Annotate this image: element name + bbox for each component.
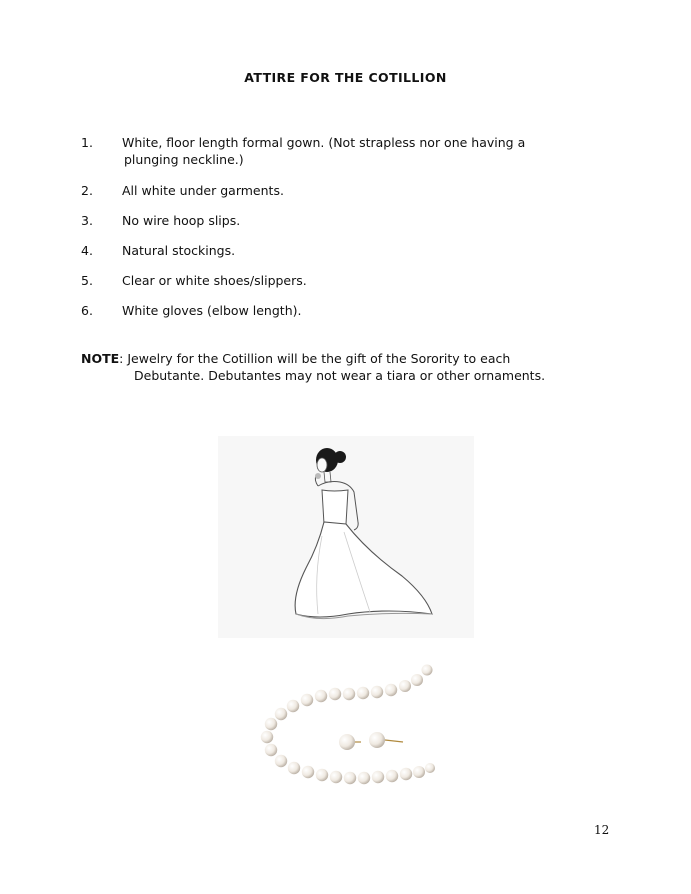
list-item-number: 4.	[81, 243, 93, 258]
list-item-text: Natural stockings.	[122, 243, 236, 258]
pearl-necklace-illustration	[255, 662, 435, 802]
list-item-number: 5.	[81, 273, 93, 288]
page-number: 12	[594, 823, 610, 837]
note-label: NOTE	[81, 351, 120, 366]
list-item	[81, 182, 601, 199]
attire-list	[81, 134, 601, 332]
list-item-number: 1.	[81, 135, 93, 150]
list-item	[81, 134, 601, 168]
list-item-text: No wire hoop slips.	[122, 213, 241, 228]
list-item-text: All white under garments.	[122, 183, 284, 198]
list-item-number: 2.	[81, 183, 93, 198]
list-item	[81, 302, 601, 319]
list-item	[81, 272, 601, 289]
list-item-text: White gloves (elbow length).	[122, 303, 302, 318]
list-item-text: Clear or white shoes/slippers.	[122, 273, 307, 288]
list-item-number: 6.	[81, 303, 93, 318]
note-paragraph	[81, 350, 621, 384]
note-text-line1: : Jewelry for the Cotillion will be the gift of the Sorority to each	[119, 351, 511, 366]
list-item-text: White, floor length formal gown. (Not strapless nor one having a plunging neckline.)	[122, 135, 526, 167]
list-item-number: 3.	[81, 213, 93, 228]
note-text-line2: Debutante. Debutantes may not wear a tiara or other ornaments.	[134, 368, 546, 383]
list-item	[81, 242, 601, 259]
list-item	[81, 212, 601, 229]
page-title: ATTIRE FOR THE COTILLION	[244, 70, 447, 85]
debutante-gown-illustration	[218, 436, 474, 638]
